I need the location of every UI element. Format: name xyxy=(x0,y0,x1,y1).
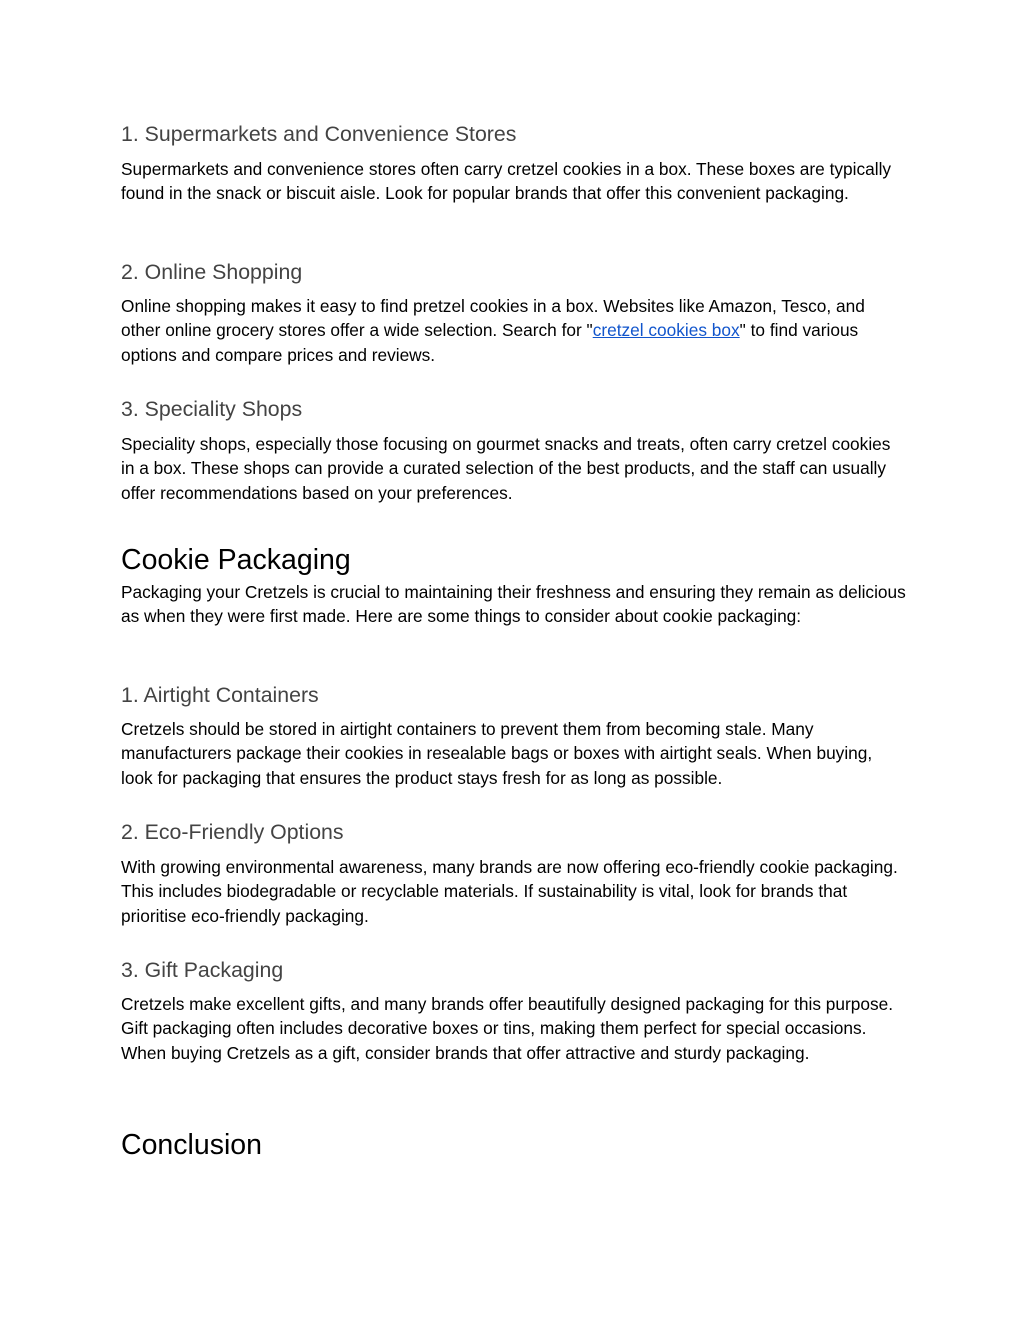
heading-airtight-containers: 1. Airtight Containers xyxy=(121,683,319,707)
paragraph-supermarkets: Supermarkets and convenience stores often carry cretzel cookies in a box. These boxes are typically found in the snack or biscuit aisle. Look for popular brands that offer this convenient packaging. xyxy=(121,159,892,204)
paragraph-speciality-shops: Speciality shops, especially those focusing on gourmet snacks and treats, often carry cretzel cookies in a box. These shops can provide a curated selection of the best products, and the staff can usually offer recommendations based on your preferences. xyxy=(121,434,891,503)
online-text-after-link: " to find various options and compare prices and reviews. xyxy=(121,320,859,365)
heading-online-shopping: 2. Online Shopping xyxy=(121,260,303,284)
heading-speciality-shops: 3. Speciality Shops xyxy=(121,397,303,421)
paragraph-online-shopping xyxy=(121,294,906,367)
paragraph-airtight-containers: Cretzels should be stored in airtight containers to prevent them from becoming stale. Many manufacturers package their cookies in resealable bags or boxes with airtight seals. When buying, look for packaging that ensures the product stays fresh for as long as possible. xyxy=(121,719,873,788)
heading-conclusion: Conclusion xyxy=(121,1129,262,1161)
heading-gift-packaging: 3. Gift Packaging xyxy=(121,958,284,982)
heading-eco-friendly: 2. Eco-Friendly Options xyxy=(121,820,344,844)
cretzel-cookies-box-link[interactable]: cretzel cookies box xyxy=(592,320,740,341)
paragraph-eco-friendly: With growing environmental awareness, many brands are now offering eco-friendly cookie packaging. This includes biodegradable or recyclable materials. If sustainability is vital, look for brands that prioritise eco-friendly packaging. xyxy=(121,857,898,926)
paragraph-gift-packaging: Cretzels make excellent gifts, and many brands offer beautifully designed packaging for this purpose. Gift packaging often includes decorative boxes or tins, making them perfect for special occasions. When buying Cretzels as a gift, consider brands that offer attractive and sturdy packaging. xyxy=(121,994,894,1063)
heading-cookie-packaging: Cookie Packaging xyxy=(121,544,351,576)
paragraph-cookie-packaging: Packaging your Cretzels is crucial to maintaining their freshness and ensuring they remain as delicious as when they were first made. Here are some things to consider about cookie packaging: xyxy=(121,582,906,627)
heading-supermarkets: 1. Supermarkets and Convenience Stores xyxy=(121,122,517,146)
online-text-before-link: Online shopping makes it easy to find pretzel cookies in a box. Websites like Amazon, Tesco, and other online grocery stores offer a wide selection. Search for " xyxy=(121,296,865,341)
